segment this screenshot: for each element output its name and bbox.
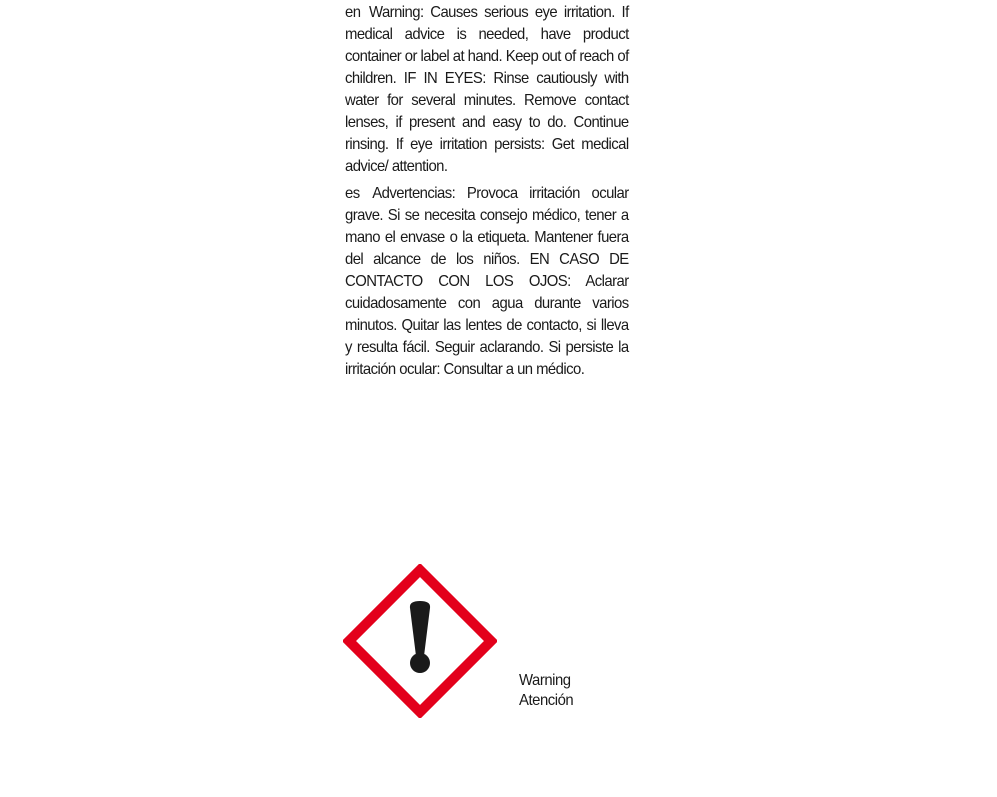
warning-text-es: Advertencias: Provoca irritación ocular grave. Si se necesita consejo médico, tener a mano el envase o la etiqueta. Mantener fuera del alcance de los niños. EN CASO DE CONTACTO CON LOS OJOS: Aclarar cuidadosamente con agua durante varios minutos. Quitar las lentes de contacto, si lleva y resulta fácil. Seguir aclarando. Si persiste la irritación ocular: Consultar a un médico. [345,185,629,378]
signal-word-en: Warning [519,672,571,689]
warning-english [345,2,629,178]
signal-word-es: Atención [519,692,574,709]
warning-spanish [345,183,629,381]
language-code-es: es [345,185,360,202]
exclamation-mark-hazard-icon [343,564,497,718]
warning-text-en: Warning: Causes serious eye irritation. If medical advice is needed, have product container or label at hand. Keep out of reach of children. IF IN EYES: Rinse cautiously with water for several minutes. Remove contact lenses, if present and easy to do. Continue rinsing. If eye irritation persists: Get medical advice/ attention. [345,4,629,175]
language-code-en: en [345,4,361,21]
safety-label-text [345,2,629,386]
exclamation-dot [410,653,430,673]
signal-words [519,671,573,711]
